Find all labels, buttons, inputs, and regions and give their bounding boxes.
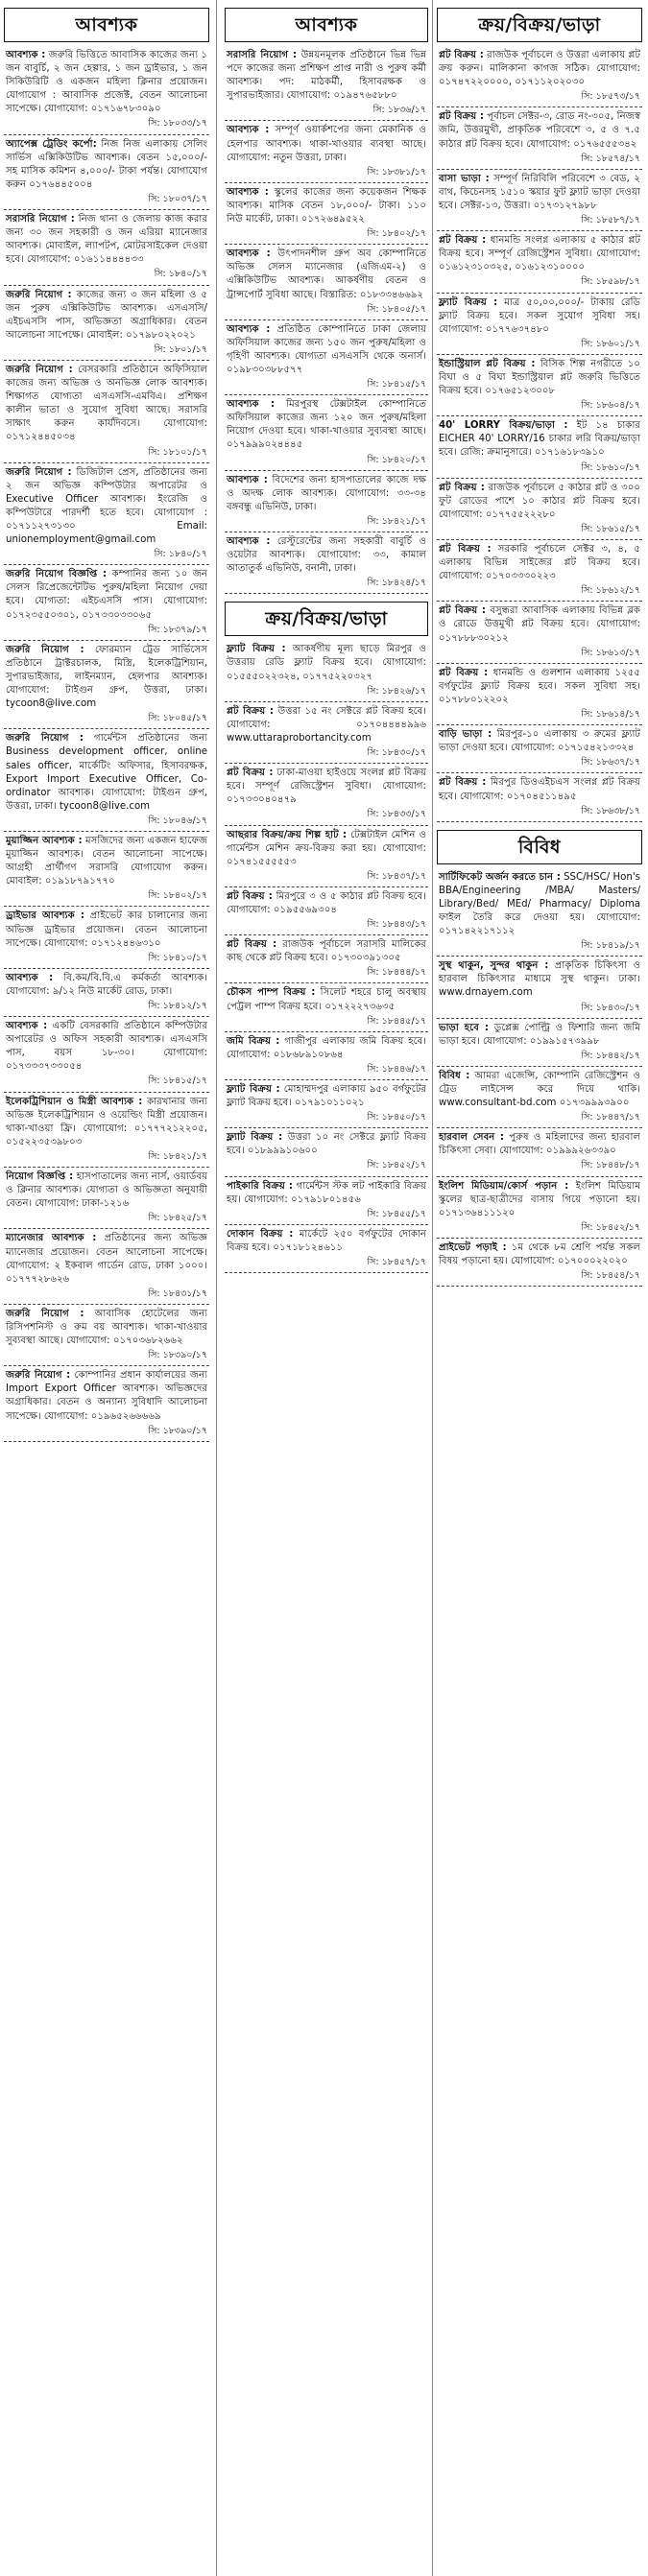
classified-ad bbox=[4, 729, 209, 832]
ad-reference: সি: ১৮৪৩৭/১৭ bbox=[367, 870, 426, 882]
ad-title: সরাসরি নিয়োগ : bbox=[6, 214, 75, 225]
ad-reference: সি: ১৮৬১২/১৭ bbox=[581, 585, 640, 597]
ad-body: আমরা এজেন্সি, কোম্পানি রেজিস্ট্রেশন ও ট্রেড লাইসেন্স করে দিয়ে থাকি। www.consultant-bd.com ০১৭৩৯৯৯৩৯০০ bbox=[439, 1070, 640, 1109]
section-heading: বিবিধ bbox=[437, 830, 642, 864]
ad-reference: সি: ১৮৪১০/১৭ bbox=[148, 952, 207, 963]
ad-body: প্রাইভেট কার চালানোর জন্য অভিজ্ঞ ড্রাইভার প্রয়োজন। বেতন আলোচনা সাপেক্ষে। যোগাযোগ: ০১৭১২৪৪৬৩১০ bbox=[6, 910, 207, 949]
ad-reference: সি: ১৮৪৩০/১৭ bbox=[581, 1002, 640, 1013]
ad-title: অ্যাপেক্স ট্রেডিং কর্পো: bbox=[6, 138, 97, 150]
ad-title: নিয়োগ বিজ্ঞপ্তি : bbox=[6, 1171, 74, 1183]
ad-reference: সি: ১৮৪২১/১৭ bbox=[148, 1150, 207, 1162]
ad-body: ইট ১৪ চাকার EICHER 40' LORRY/16 চাকার লরি বিক্রয়/ভাড়া হবে। রেজি: ক্রমানুসারে। ০১৭১৬১৮৩৯১০ bbox=[439, 420, 640, 459]
ad-body: মিরপুরস্থ টেক্সটাইল কোম্পানিতে অফিসিয়াল কাজের জন্য ১২০ জন পুরুষ/মহিলা নিয়োগ দেওয়া হবে। থাকা-খাওয়ার সুব্যবস্থা আছে। ০১৭৯৯৯০২৪৪৪৫ bbox=[227, 399, 426, 451]
ad-body: ১ম থেকে ৮ম শ্রেণি পর্যন্ত সকল বিষয় পড়ানো হয়। যোগাযোগ: ০১৭০০০২২০২০ bbox=[439, 1241, 640, 1267]
ad-reference: সি: ১৮৪৪৫/১৭ bbox=[367, 1015, 426, 1027]
ad-title: ফ্ল্যাট বিক্রয় : bbox=[227, 644, 286, 655]
ad-body: ফোরম্যান ট্রেড সার্ভিসেস প্রতিষ্ঠানে ট্রাক্টরচালক, মিস্ত্রি, ইলেকট্রিশিয়ান, সুপারভাইজার, লাইনম্যান, হেলপার আবশ্যক। যোগাযোগ: টাইগুন গ্রুপ, উত্তরা, ঢাকা। tycoon8@live.com bbox=[6, 644, 208, 710]
ad-title: আছরার বিক্রয়/ক্রয় শিল্প হাট : bbox=[227, 829, 348, 840]
ad-title: প্লট বিক্রয় : bbox=[227, 768, 274, 779]
ad-title: বাসা ভাড়া : bbox=[439, 173, 490, 184]
ad-reference: সি: ১৮৪৫৪/১৭ bbox=[581, 1270, 640, 1282]
ad-title: আবশ্যক : bbox=[227, 125, 270, 136]
ad-title: দোকান বিক্রয় : bbox=[227, 1228, 294, 1240]
ad-body: সরকারি পূর্বাচলে সেক্টর ৩, ৪, ৫ এলাকায় বিভিন্ন সাইজের প্লট বিক্রয় হবে। যোগাযোগ: ০১৭০৩৩৩০২২৩ bbox=[439, 544, 640, 582]
ad-title: ইন্ডাস্ট্রিয়াল প্লট বিক্রয় : bbox=[439, 358, 536, 369]
ad-body: প্রতিষ্ঠানের জন্য অভিজ্ঞ ম্যানেজার প্রয়োজন। বেতন আলোচনা সাপেক্ষে। যোগাযোগ: ২ ইকবাল গার্ডেন রোড, ঢাকা ১০০০। ০১৭৭৭২৮৬২৬ bbox=[6, 1233, 207, 1285]
ad-reference: সি: ১৮৩৭৯/১৭ bbox=[148, 624, 207, 635]
ad-reference: সি: ১৮৬০১/১৭ bbox=[581, 338, 640, 349]
classified-ad bbox=[4, 1093, 209, 1168]
ad-body: প্রতিষ্ঠিত কোম্পানিতে ঢাকা জেলায় অফিসিয়াল কাজের জন্য ১৫০ জন পুরুষ/মহিলা ও গৃহিণী আবশ্যক। যোগ্যতা এসএসসি থেকে অনার্স। ০১৯৮৩০৩৮৮৫৭৭ bbox=[227, 323, 426, 375]
ad-reference: সি: ১৮৪১২/১৭ bbox=[148, 1001, 207, 1011]
classified-ad bbox=[437, 1019, 642, 1067]
classified-ad bbox=[225, 983, 428, 1031]
ad-title: আবশ্যক : bbox=[227, 399, 276, 411]
classified-ad bbox=[437, 540, 642, 602]
ad-reference: সি: ১৮৬১৫/১৭ bbox=[581, 523, 640, 534]
ad-body: রেস্টুরেন্টের জন্য সহকারী বাবুর্চি ও ওয়েটার আবশ্যক। যোগাযোগ: ৩৩, কামাল আতাতুর্ক এভিনিউ, বনানী, ঢাকা। bbox=[227, 536, 426, 575]
classified-ad bbox=[437, 107, 642, 169]
ad-list bbox=[437, 46, 642, 822]
ad-title: আবশ্যক : bbox=[6, 1021, 48, 1032]
ad-reference: সি: ১৮৪৫০/১৭ bbox=[367, 1112, 426, 1123]
classified-ad bbox=[225, 1032, 428, 1080]
ad-body: মিরপুর-১০ এলাকায় ৩ রুমের ফ্ল্যাট ভাড়া দেওয়া হবে। যোগাযোগ: ০১৭১৫৪২১৩৩২৪ bbox=[439, 729, 640, 754]
ad-title: জরুরি নিয়োগ বিজ্ঞপ্তি : bbox=[6, 569, 108, 580]
ad-reference: সি: ১৮৪১৫/১৭ bbox=[367, 379, 426, 390]
ad-reference: সি: ১৮৪৪২/১৭ bbox=[581, 1050, 640, 1061]
ad-reference: সি: ১৮৪২৫/১৭ bbox=[148, 1213, 207, 1224]
ad-reference: সি: ১৮৪২৬/১৭ bbox=[367, 685, 426, 697]
ad-title: জরুরি নিয়োগ : bbox=[6, 289, 72, 300]
ad-body: রাজউক পূর্বাচলে ৫ কাঠার প্লট ও ৩০০ ফুট রোডের পাশে ১০ কাঠার প্লট বিক্রয় হবে। যোগাযোগ: ০১৭৭৫৫২২২৮০ bbox=[439, 482, 640, 520]
classified-ad bbox=[225, 183, 428, 245]
column-3 bbox=[437, 0, 642, 1287]
ad-reference: সি: ১৮৪৩১/১৭ bbox=[148, 1288, 207, 1299]
ad-title: জরুরি নিয়োগ : bbox=[6, 1370, 71, 1382]
ad-body: উৎপাদনশীল গ্রুপ অব কোম্পানিতে অভিজ্ঞ সেলস ম্যানেজার (এজিএম-২) ও এক্সিকিউটিভ আবশ্যক। আকর্ষণীয় বেতন ও ট্রান্সপোর্ট সুবিধা আছে। বিস্তারিত: ০১৮৩৩৪৬৬৯২ bbox=[227, 248, 426, 300]
classified-ad bbox=[225, 46, 428, 121]
ad-title: প্লট বিক্রয় : bbox=[227, 939, 277, 951]
classified-ad bbox=[4, 565, 209, 640]
ad-title: সরাসরি নিয়োগ : bbox=[227, 50, 298, 60]
ad-reference: সি: ১৮৪৪৬/১৭ bbox=[367, 1063, 426, 1075]
classified-ad bbox=[437, 602, 642, 663]
ad-title: প্লট বিক্রয় : bbox=[227, 890, 273, 902]
ad-list bbox=[4, 46, 209, 1442]
ad-reference: সি: ১৮৬১০/১৭ bbox=[581, 461, 640, 473]
ad-body: রাজউক পূর্বাচলে ও উত্তরা এলাকায় প্লট ক্রয় করুন। মালিকানা কাগজ সঠিক। যোগাযোগ: ০১৭৪৭২২০০০০, ০১৭১১২০২০৩০ bbox=[439, 50, 641, 88]
classified-ad bbox=[4, 1017, 209, 1092]
classified-ad bbox=[437, 294, 642, 355]
column-divider bbox=[432, 0, 433, 2576]
ad-reference: সি: ১৮০১/১৭ bbox=[154, 343, 207, 355]
column-2 bbox=[225, 0, 428, 1273]
classified-ad bbox=[225, 1128, 428, 1176]
classified-ad bbox=[437, 231, 642, 293]
ad-reference: সি: ১৮৪৩৩/১৭ bbox=[367, 809, 426, 820]
classified-ad bbox=[225, 471, 428, 532]
ad-body: কোম্পানির প্রধান কার্যালয়ের জন্য Import Export Officer আবশ্যক। অভিজ্ঞদের অগ্রাধিকার। বেতন ও অন্যান্য সুবিধাদি আলোচনা সাপেক্ষে। যোগাযোগ: ০১৯৬৫২৬৬৬৬৯ bbox=[6, 1370, 208, 1422]
ad-body: ধানমন্ডি ও গুলশান এলাকায় ১২৫৫ বর্গফুটের ফ্ল্যাট বিক্রয় হবে। সকল সুবিধা সহ। ০১৭৮৮০১২২০২ bbox=[439, 667, 640, 705]
ad-body: মসজিদের জন্য একজন হাফেজ মুয়াজ্জিন আবশ্যক। বেতন আলোচনা সাপেক্ষে। আগ্রহী প্রার্থীগণ সরাসরি যোগাযোগ করুন। মোবাইল: ০১৯১৮৭৯১৭৭০ bbox=[6, 835, 207, 887]
ad-title: আবশ্যক : bbox=[6, 50, 46, 60]
ad-title: আবশ্যক : bbox=[227, 474, 268, 485]
ad-title: ইলেকট্রিশিয়ান ও মিস্ত্রী আবশ্যক : bbox=[6, 1096, 143, 1107]
ad-body: সিলেট শহরে চালু অবস্থায় পেট্রল পাম্প বিক্রয় হবে। ০১৭২২২৭৩৬৩৫ bbox=[227, 987, 426, 1012]
ad-body: আকর্ষণীয় মূল্য ছাড়ে মিরপুর ও উত্তরায় রেডি ফ্ল্যাট বিক্রয় হবে। যোগাযোগ: ০১৫৫৫০২২৩২৪, ০১৭৭৫২২০৩২৭ bbox=[227, 644, 426, 682]
ad-reference: সি: ১৮৪৫২/১৭ bbox=[581, 1221, 640, 1233]
ad-reference: সি: ১৮৪২৪/১৭ bbox=[367, 578, 426, 589]
ad-title: ফ্ল্যাট বিক্রয় : bbox=[439, 296, 498, 308]
ad-title: ড্রাইভার আবশ্যক : bbox=[6, 910, 84, 922]
ad-title: আবশ্যক : bbox=[227, 186, 269, 198]
classified-ad bbox=[225, 395, 428, 470]
ad-body: গাজীপুর এলাকায় জমি বিক্রয় হবে। যোগাযোগ: ০১৮৬৮৯১০৮৬৪ bbox=[227, 1035, 426, 1060]
ad-body: মাত্র ৫০,০০,০০০/- টাকায় রেডি ফ্ল্যাট বিক্রয় হবে। সকল সুযোগ সুবিধা সহ। যোগাযোগ: ০১৭৭৬৩৭৪৮০ bbox=[439, 296, 640, 335]
ad-title: প্লট বিক্রয় : bbox=[439, 605, 487, 617]
ad-body: টেক্সটাইল মেশিন ও গার্মেন্টস মেশিন ক্রয়-বিক্রয় করা হয়। যোগাযোগ: ০১৭৪১৫৫৫৫৫৩ bbox=[227, 829, 426, 867]
classified-ad bbox=[437, 479, 642, 540]
ad-title: ফ্ল্যাট বিক্রয় : bbox=[227, 1132, 283, 1144]
ad-title: প্লট বিক্রয় : bbox=[439, 482, 485, 493]
ad-body: বিসিক শিল্প নগরীতে ১০ বিঘা ও ৫ বিঘা ইন্ডাস্ট্রিয়াল প্লট জরুরি ভিত্তিতে বিক্রয় হবে। ০১৭৬৫১২৩০০৮ bbox=[439, 358, 640, 397]
ad-body: পুরুষ ও মহিলাদের জন্য হারবাল চিকিৎসা সেবা। যোগাযোগ: ০১৯৯৯২৬৩৩৯০ bbox=[439, 1132, 640, 1157]
ad-title: 40' LORRY বিক্রয়/ভাড়া : bbox=[439, 420, 568, 432]
ad-title: মুয়াজ্জিন আবশ্যক : bbox=[6, 835, 83, 846]
ad-body: ডুপ্লেক্স পোল্ট্রি ও ফিশারি জন্য জমি ভাড়া হবে। যোগাযোগ: ০১৯৯১৫৭৩৯৯৮ bbox=[439, 1022, 641, 1047]
ad-body: একটি বেসরকারি প্রতিষ্ঠানে কম্পিউটার অপারেটর ও অফিস সহকারী আবশ্যক। এসএসসি পাস, বয়স ১৮-৩০। যোগাযোগ: ০১৭৩৩৩৭৩৩০৫৪ bbox=[6, 1021, 207, 1073]
classified-ad bbox=[225, 1080, 428, 1128]
ad-reference: সি: ১৮৩৮১/১৭ bbox=[367, 166, 426, 177]
column-1 bbox=[4, 0, 209, 1442]
ad-title: প্লট বিক্রয় : bbox=[439, 50, 484, 60]
ad-reference: সি: ১৮৪৫৫/১৭ bbox=[367, 1208, 426, 1219]
ad-reference: সি: ১৮০৩৩/১৭ bbox=[148, 118, 207, 130]
ad-title: প্লট বিক্রয় : bbox=[439, 777, 487, 789]
ad-reference: সি: ১৮৪৫৭/১৭ bbox=[367, 1257, 426, 1268]
classified-ad bbox=[4, 1305, 209, 1366]
ad-body: পূর্বাচল সেক্টর-৩, রোড নং-৩০৫, নিজস্ব জমি, উত্তরমুখী, প্রাকৃতিক পরিবেশে ৩, ৫ ও ৭.৫ কাঠার প্লট বিক্রয় হবে। যোগাযোগ: ০১৭৬৫৫৫৩৪২ bbox=[439, 111, 640, 150]
ad-body: ঢাকা-মাওয়া হাইওয়ে সংলগ্ন প্লট বিক্রয় হবে। সম্পূর্ণ রেজিস্ট্রেশন সুবিধা। যোগাযোগ: ০১৭৩৩০৪০৪৭৯ bbox=[227, 768, 426, 806]
classified-ad bbox=[437, 170, 642, 231]
classified-ad bbox=[4, 286, 209, 361]
classified-ad bbox=[437, 355, 642, 416]
classified-ad bbox=[4, 1168, 209, 1229]
classified-ad bbox=[437, 868, 642, 957]
ad-title: আবশ্যক : bbox=[227, 248, 271, 260]
ad-body: উত্তরা ১৫ নং সেক্টরে প্লট বিক্রয় হবে। যোগাযোগ: ০১৭০৪৪৪৪৯৯৬ www.uttaraprobortancity.com bbox=[227, 705, 426, 744]
ad-body: ডিজিটাল প্রেস, প্রতিষ্ঠানের জন্য ২ জন অভিজ্ঞ কম্পিউটার অপারেটর ও Executive Officer আবশ্যক। ইংরেজি ও কম্পিউটারে পারদর্শী হতে হবে। যোগাযোগ : ০১৭১১২৭৩১৩০ Email: unionemployment@gmail.com bbox=[6, 466, 207, 546]
ad-title: ভাড়া হবে : bbox=[439, 1022, 489, 1033]
ad-reference: সি: ১৮৪৪৩/১৭ bbox=[367, 919, 426, 931]
classified-ad bbox=[225, 320, 428, 395]
ad-reference: সি: ১৮৩৯০/১৭ bbox=[148, 1350, 207, 1361]
ad-reference: সি: ১৮৪১৫/১৭ bbox=[148, 1075, 207, 1087]
ad-reference: সি: ১৮৪১৯/১৭ bbox=[581, 940, 640, 952]
ad-body: রাজউক পূর্বাচলে সরাসরি মালিকের কাছ থেকে প্লট বিক্রয় হবে। ০১৭৩০৩৯১৩০৫ bbox=[227, 939, 426, 964]
ad-reference: সি: ১৮৪৫২/১৭ bbox=[367, 1160, 426, 1171]
ad-title: জমি বিক্রয় : bbox=[227, 1035, 280, 1047]
section-heading: আবশ্যক bbox=[225, 8, 428, 42]
classified-ad bbox=[225, 640, 428, 701]
ad-title: পাইকারি বিক্রয় : bbox=[227, 1180, 293, 1192]
classified-ad bbox=[4, 210, 209, 285]
ad-body: কম্পানির জন্য ১০ জন সেলস রিপ্রেজেন্টেটিভ পুরুষ/মহিলা নিয়োগ দেয়া হবে। যোগ্যতা: এইচএসসি পাস। যোগাযোগ: ০১৭২৩৫৫০৩০১, ০১৭৩৩০৩৩০৬৫ bbox=[6, 569, 207, 621]
ad-reference: সি: ১৮৬৩৭/১৭ bbox=[581, 757, 640, 768]
classified-ad bbox=[437, 664, 642, 725]
ad-body: নিজ নিজ এলাকায় সেলিং সার্ভিস এক্সিকিউটিভ আবশ্যক। বেতন ১৫,০০০/- সহ মাসিক কমিশন ৪,০০০/- টাকা পর্যন্ত। যোগাযোগ করুন ০১৭৬৪৪৫০০৪ bbox=[6, 138, 207, 190]
ad-body: বসুন্ধরা আবাসিক এলাকায় বিভিন্ন ব্লক ও রোডে উত্তমুখী প্লট বিক্রয় হবে। যোগাযোগ: ০১৭৮৮৮৩০২১২ bbox=[439, 605, 640, 644]
ad-reference: সি: ১৮৬৩৮/১৭ bbox=[581, 805, 640, 816]
ad-title: জরুরি নিয়োগ : bbox=[6, 364, 73, 375]
ad-title: আবশ্যক : bbox=[6, 972, 54, 983]
ad-title: বাড়ি ভাড়া : bbox=[439, 729, 492, 741]
ad-body: প্রাকৃতিক চিকিৎসা ও হারবাল চিকিৎসার মাধ্যমে সুস্থ থাকুন। ঢাকা। www.drnayem.com bbox=[439, 960, 640, 999]
ad-title: জরুরি নিয়োগ : bbox=[6, 644, 84, 655]
ad-title: ম্যানেজার আবশ্যক : bbox=[6, 1233, 97, 1244]
ad-reference: সি: ১৮৪০২/১৭ bbox=[148, 890, 207, 902]
ad-list bbox=[437, 868, 642, 1288]
ad-body: ইংলিশ মিডিয়াম স্কুলের ছাত্র-ছাত্রীদের বাসায় গিয়ে পড়ানো হয়। ০১৭১৩৬৪১১১২০ bbox=[439, 1180, 640, 1218]
ad-reference: সি: ১৮৪৪৭/১৭ bbox=[581, 1112, 640, 1123]
ad-reference: সি: ১৮৪০৫/১৭ bbox=[367, 303, 426, 315]
ad-reference: সি: ১৮৪০/১৭ bbox=[154, 549, 207, 560]
ad-body: বি.কম/বি.বি.এ কর্মকর্তা আবশ্যক। যোগাযোগ: ৯/১২ নিউ মার্কেট রোড, ঢাকা। bbox=[6, 972, 207, 997]
ad-reference: সি: ১৮৪২১/১৭ bbox=[367, 515, 426, 527]
ad-title: সুস্থ থাকুন, সুন্দর থাকুন : bbox=[439, 960, 549, 972]
ad-body: আবাসিক হোটেলের জন্য রিসিপশনিস্ট ও রুম বয় আবশ্যক। থাকা-খাওয়ার সুব্যবস্থা আছে। যোগাযোগ: ০১৭০৩৬৮২৬৬২ bbox=[6, 1308, 207, 1347]
ad-title: ফ্ল্যাট বিক্রয় : bbox=[227, 1084, 280, 1095]
ad-body: গার্মেন্টস স্টক লট পাইকারি বিক্রয় হয়। যোগাযোগ: ০১৭৯১৮০১৪৫৬ bbox=[227, 1180, 426, 1205]
ad-body: মার্কেটে ২৫০ বর্গফুটের দোকান বিক্রয় হবে। ০১৭১৮১২৪৬১১ bbox=[227, 1228, 426, 1253]
section-heading: আবশ্যক bbox=[4, 8, 209, 42]
ad-reference: সি: ১৮৪২০/১৭ bbox=[367, 454, 426, 465]
ad-reference: সি: ১৮৬১৩/১৭ bbox=[581, 647, 640, 658]
ad-title: হারবাল সেবন : bbox=[439, 1132, 504, 1144]
ad-title: আবশ্যক : bbox=[227, 536, 271, 547]
classified-ad bbox=[4, 135, 209, 210]
ad-title: প্লট বিক্রয় : bbox=[227, 705, 274, 717]
classified-ad bbox=[4, 1229, 209, 1304]
section-heading: ক্রয়/বিক্রয়/ভাড়া bbox=[225, 602, 428, 636]
classified-ad bbox=[225, 1177, 428, 1225]
ad-body: মিরপুর ডিওএইচএস সংলগ্ন প্লট বিক্রয় হবে। যোগাযোগ: ০১৭০৪৫১১৪৯৫ bbox=[439, 777, 640, 802]
ad-title: জরুরি নিয়োগ : bbox=[6, 733, 84, 744]
ad-body: বেসরকারি প্রতিষ্ঠানে অফিসিয়াল কাজের জন্য অভিজ্ঞ ও অনভিজ্ঞ লোক আবশ্যক। শিক্ষাগত যোগ্যতা এসএসসি-এমবিএ। প্রশিক্ষণ কালীন ভাতা ও সুযোগ সুবিধা আছে। সরাসরি সাক্ষাৎ করুন কার্যদিবসে। যোগাযোগ: ০১৭১২৪৪৫০৩৪ bbox=[6, 364, 207, 443]
classified-ad bbox=[4, 832, 209, 907]
classified-ad bbox=[437, 416, 642, 478]
ad-title: চৌকস পাম্প বিক্রয় : bbox=[227, 987, 316, 999]
ad-reference: সি: ১৮৩৯০/১৭ bbox=[148, 1425, 207, 1436]
ad-reference: সি: ১৮৬১৪/১৭ bbox=[581, 709, 640, 721]
ad-title: প্লট বিক্রয় : bbox=[439, 111, 484, 123]
classified-ad bbox=[437, 773, 642, 821]
classified-ad bbox=[4, 463, 209, 566]
ad-title: সার্টিফিকেট অর্জন করতে চান : bbox=[439, 871, 561, 883]
classified-ad bbox=[225, 121, 428, 182]
ad-title: জরুরি নিয়োগ : bbox=[6, 466, 72, 478]
classified-ad bbox=[225, 245, 428, 319]
ad-body: ধানমন্ডি সংলগ্ন এলাকায় ৫ কাঠার প্লট বিক্রয় হবে। সম্পূর্ণ রেজিস্ট্রেশন সুবিধা। যোগাযোগ: ০১৬১২৩১০৩২৫, ০১৬১২৩১০০০০ bbox=[439, 235, 640, 273]
ad-reference: সি: ১৮১০১/১৭ bbox=[148, 446, 207, 458]
ad-reference: সি: ১৮৫৮৭/১৭ bbox=[581, 215, 640, 226]
ad-body: মোহাম্মদপুর এলাকায় ৯৫০ বর্গফুটের ফ্ল্যাট বিক্রয় হবে। ০১৭৯১০১১০২১ bbox=[227, 1084, 426, 1109]
ad-body: সম্পূর্ণ ওয়ার্কশপের জন্য মেকানিক ও হেলপার আবশ্যক। থাকা-খাওয়ার ব্যবস্থা আছে। যোগাযোগ: নতুন উত্তরা, ঢাকা। bbox=[227, 125, 426, 163]
classified-ad bbox=[437, 1067, 642, 1128]
ad-reference: সি: ১৮০৪৫/১৭ bbox=[148, 713, 207, 724]
ad-title: জরুরি নিয়োগ : bbox=[6, 1308, 84, 1319]
classified-ad bbox=[437, 1239, 642, 1287]
ad-reference: সি: ১৮০৩৭/১৭ bbox=[148, 193, 207, 204]
ad-body: জরুরি ভিত্তিতে আবাসিক কাজের জন্য ১ জন বাবুর্চি, ২ জন হেল্পার, ১ জন ড্রাইভার, ১ জন সিকিউরিটি ও একজন মহিলা ক্লিনার প্রয়োজন। যোগাযোগ : আবাসিক প্রজেক্ট, বেতন আলোচনা সাপেক্ষে। যোগাযোগ: ০১৭১৬৭৮৩০৯০ bbox=[6, 50, 207, 115]
classified-ad bbox=[225, 826, 428, 887]
ad-title: আবশ্যক : bbox=[227, 323, 271, 335]
ad-reference: সি: ১৮৪৪৪/১৭ bbox=[367, 967, 426, 979]
classified-ad bbox=[4, 641, 209, 730]
ad-body: বিদেশের জন্য হাসপাতালের কাজে দক্ষ ও অদক্ষ লোক আবশ্যক। যোগাযোগ: ৩৩-৩৪ বঙ্গবন্ধু এভিনিউ, ঢাকা। bbox=[227, 474, 426, 512]
ad-reference: সি: ১৮০৪৬/১৭ bbox=[148, 815, 207, 826]
classified-ad bbox=[437, 46, 642, 107]
ad-reference: সি: ১৮৫৭৪/১৭ bbox=[581, 153, 640, 164]
classified-ad bbox=[225, 764, 428, 825]
classified-ad bbox=[225, 702, 428, 764]
ad-body: SSC/HSC/ Hon's BBA/Engineering /MBA/ Masters/ Library/Bed/ MEd/ Pharmacy/ Diploma ফাইল তৈরি করে দেওয়া হয়। যোগাযোগ: ০১৭১৪২২১৭১১২ bbox=[439, 871, 640, 937]
ad-body: সম্পূর্ণ নিরিবিলি পরিবেশে ৩ বেড, ২ বাথ, কিচেনসহ ১৫১০ স্কয়ার ফুট ফ্ল্যাট ভাড়া দেওয়া হবে। সেক্টর-১৩, উত্তরা। ০১৭৩১২৭৯৮৮ bbox=[439, 173, 640, 211]
classified-ad bbox=[4, 969, 209, 1017]
ad-reference: সি: ১৮৫৯৮/১৭ bbox=[581, 276, 640, 288]
ad-title: ইংলিশ মিডিয়াম/কোর্স পড়ান : bbox=[439, 1180, 569, 1192]
ad-title: প্লট বিক্রয় : bbox=[439, 235, 487, 247]
ad-body: স্কুলের কাজের জন্য কয়েকজন শিক্ষক আবশ্যক। মাসিক বেতন ১৮,০০০/- টাকা। ১১০ নিউ মার্কেট, ঢাকা। ০১৭২৬৪৯৫২২ bbox=[227, 186, 426, 225]
ad-title: প্লট বিক্রয় : bbox=[439, 544, 492, 555]
classified-ad bbox=[4, 1366, 209, 1441]
ad-reference: সি: ১৮৪৩০/১৭ bbox=[367, 747, 426, 759]
ad-reference: সি: ১৮৩৬/১৭ bbox=[372, 105, 426, 116]
ad-body: কারখানার জন্য অভিজ্ঞ ইলেকট্রিশিয়ান ও ওয়েল্ডিং মিস্ত্রী প্রয়োজন। থাকা-খাওয়া ফ্রি। যোগাযোগ: ০১৭৭৭২১২২০৫, ০১৫২২৩৫৩৯৮০৩ bbox=[6, 1096, 207, 1147]
ad-title: প্রাইভেট পড়াই : bbox=[439, 1241, 507, 1253]
classified-ad bbox=[437, 725, 642, 773]
ad-body: উত্তরা ১০ নং সেক্টরে ফ্ল্যাট বিক্রয় হবে। ০১৮৯৯৯১০৬০০ bbox=[227, 1132, 426, 1157]
ad-list bbox=[225, 640, 428, 1273]
classified-ad bbox=[437, 1177, 642, 1239]
ad-body: নিজ থানা ও জেলায় কাজ করার জন্য ৩০ জন সহকারী ও জন এরিয়া ম্যানেজার আবশ্যক। মোবাইল, ল্যাপটপ, মোটরসাইকেল দেওয়া হবে। যোগাযোগ: ০১৬১১৪৪৪৪৩৩ bbox=[6, 214, 207, 266]
ad-title: প্লট বিক্রয় : bbox=[439, 667, 489, 678]
section-heading: ক্রয়/বিক্রয়/ভাড়া bbox=[437, 8, 642, 42]
ad-body: উন্নয়নমূলক প্রতিষ্ঠানে ভিন্ন ভিন্ন পদে কাজের জন্য প্রশিক্ষণ প্রাপ্ত নারী ও পুরুষ কর্মী আবশ্যক। পদ: মাঠকর্মী, হিসাবরক্ষক ও সুপারভাইজার। যোগাযোগ: ০১৯৪৭৬৫৮৮০ bbox=[227, 50, 426, 102]
ad-body: কাজের জন্য ৩ জন মহিলা ও ৫ জন পুরুষ এক্সিকিউটিভ আবশ্যক। এসএসসি/এইচএসসি পাস, অভিজ্ঞতা অগ্রাধিকার। বেতন আলোচনা সাপেক্ষে। মোবাইল: ০১৭৯৮০২২০২১ bbox=[6, 289, 207, 341]
ad-body: গার্মেন্টস প্রতিষ্ঠানের জন্য Business development officer, online sales officer, মার্কেটিং অফিসার, হিসাবরক্ষক, Export Import Executive Officer, Co-ordinator আবশ্যক। যোগাযোগ: টাইগুন গ্রুপ, উত্তরা, ঢাকা। tycoon8@live.com bbox=[6, 733, 207, 812]
ad-list bbox=[225, 46, 428, 594]
ad-title: বিবিধ : bbox=[439, 1070, 470, 1081]
classified-ad bbox=[225, 532, 428, 594]
classified-ad bbox=[4, 907, 209, 968]
classified-ad bbox=[4, 46, 209, 135]
ad-reference: সি: ১৮৪৪৮/১৭ bbox=[581, 1160, 640, 1171]
ad-body: মিরপুরে ৩ ও ৫ কাঠার প্লট বিক্রয় হবে। যোগাযোগ: ০১৯৫৫৬৯৩০৪ bbox=[227, 890, 426, 915]
ad-body: হাসপাতালের জন্য নার্স, ওয়ার্ডবয় ও ক্লিনার আবশ্যক। যোগ্যতা ও অভিজ্ঞতা অনুযায়ী বেতন। যোগাযোগ: ঢাকা-১২১৬ bbox=[6, 1171, 207, 1210]
classified-ad bbox=[437, 1128, 642, 1176]
ad-reference: সি: ১৮৪০/১৭ bbox=[154, 269, 207, 280]
classified-ad bbox=[225, 887, 428, 935]
ad-reference: সি: ১৮৫৭৩/১৭ bbox=[581, 91, 640, 103]
classified-ad bbox=[437, 957, 642, 1018]
ad-reference: সি: ১৮৬০৪/১৭ bbox=[581, 400, 640, 412]
column-divider bbox=[216, 0, 217, 2576]
ad-reference: সি: ১৮৪০২/১৭ bbox=[367, 228, 426, 240]
classified-ad bbox=[225, 1225, 428, 1273]
classified-ad bbox=[4, 361, 209, 463]
classified-ad bbox=[225, 935, 428, 983]
